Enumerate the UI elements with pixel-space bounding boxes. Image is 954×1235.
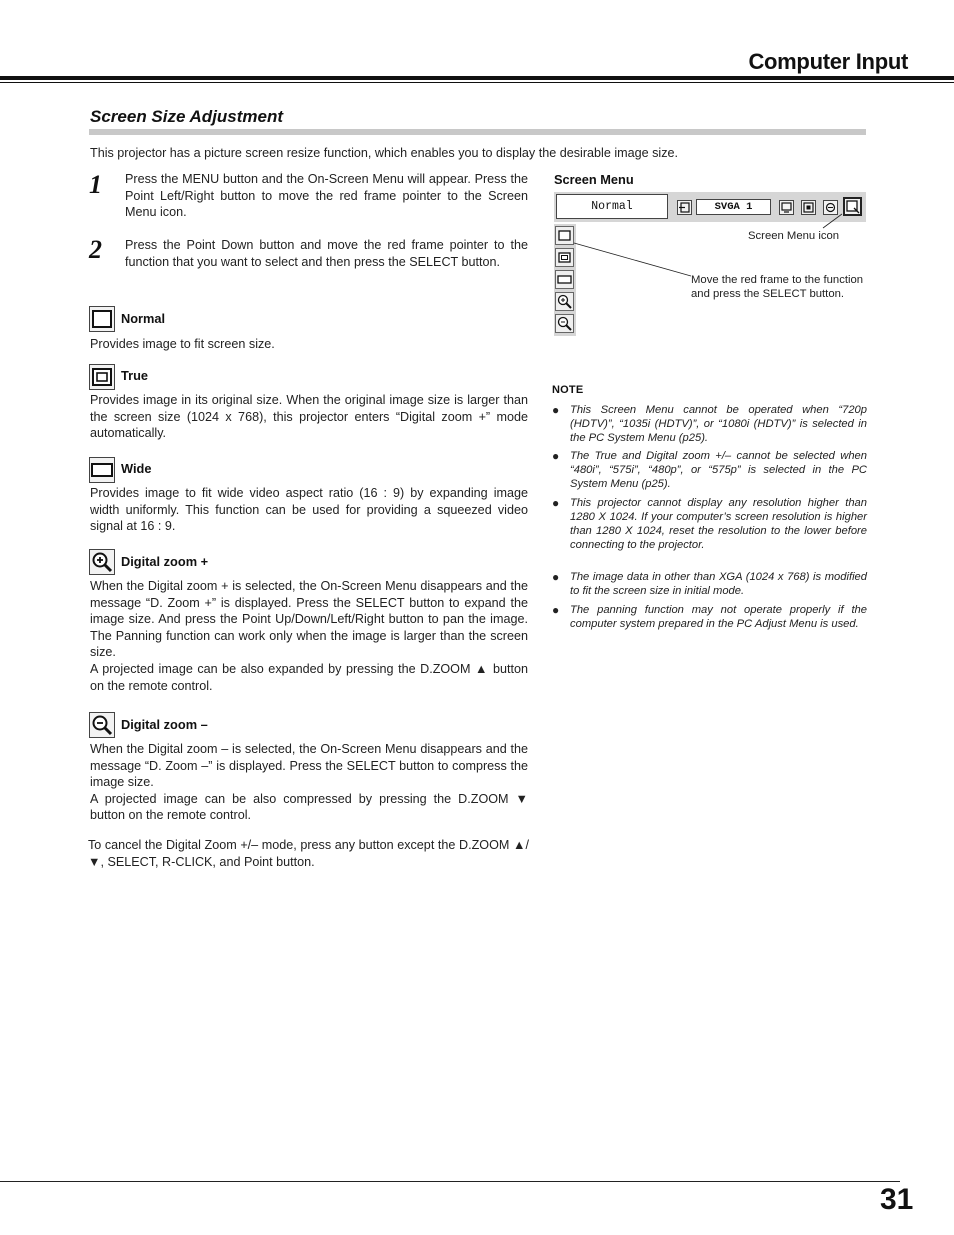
menu-zoom-out-icon: [555, 314, 574, 333]
note-text: The True and Digital zoom +/– cannot be selected when “480i”, “575i”, “480p”, or “575p” is selected in the PC System Menu (p25).: [570, 450, 867, 490]
section-bar: [89, 129, 866, 135]
wide-label: Wide: [121, 461, 152, 476]
normal-label: Normal: [121, 311, 166, 326]
menu-mode-box: Normal: [556, 194, 668, 219]
note-item: [552, 570, 867, 598]
screen-menu-title: Screen Menu: [554, 172, 634, 187]
normal-icon: [89, 306, 115, 332]
step-number-2: 2: [89, 235, 102, 264]
bullet-icon: ●: [552, 570, 560, 584]
note-text: This Screen Menu cannot be operated when “720p (HDTV)”, “1035i (HDTV)”, or “1080i (HDTV)” is selected in the PC System Menu (p25).: [570, 404, 867, 444]
zoom-out-label: Digital zoom –: [121, 717, 208, 732]
zoom-in-description-1: When the Digital zoom + is selected, the On-Screen Menu disappears and the message “D. Zoom +” is displayed. Press the SELECT button to expand the image size. And press the Point Up/Down/Left/Right button to pan the image. The Panning function can work only when the image is larger than the screen size.: [90, 579, 528, 660]
true-description: Provides image in its original size. When the original image size is larger than the screen size (1024 x 768), this projector enters “Digital zoom +” mode automatically.: [90, 393, 528, 441]
section-title: Screen Size Adjustment: [90, 107, 284, 126]
page-number: 31: [880, 1183, 914, 1216]
note-item: [552, 449, 867, 491]
zoom-in-icon: [89, 549, 115, 575]
wide-icon: [89, 457, 115, 483]
zoom-out-icon: [89, 712, 115, 738]
zoom-out-description-1: When the Digital zoom – is selected, the On-Screen Menu disappears and the message “D. Zoom –” is displayed. Press the SELECT button to compress the image size.: [90, 742, 528, 790]
note-text: The panning function may not operate properly if the computer system prepared in the PC Adjust Menu is used.: [570, 604, 867, 630]
header-title: Computer Input: [748, 49, 908, 74]
intro-text: This projector has a picture screen resize function, which enables you to display the desirable image size.: [90, 146, 679, 160]
note-item: [552, 496, 867, 552]
note-item: [552, 603, 867, 631]
step-text-2: Press the Point Down button and move the red frame pointer to the function that you want to select and then press the SELECT button.: [125, 238, 528, 269]
normal-description: Provides image to fit screen size.: [90, 337, 275, 351]
bullet-icon: ●: [552, 403, 560, 417]
true-label: True: [121, 368, 149, 383]
header-rule-thin: [0, 82, 954, 83]
zoom-in-description: [90, 578, 528, 694]
zoom-out-description: [90, 741, 528, 824]
bullet-icon: ●: [552, 603, 560, 617]
screen-menu-icon-label: Screen Menu icon: [748, 230, 840, 242]
cancel-text: To cancel the Digital Zoom +/– mode, press any button except the D.ZOOM ▲/▼, SELECT, R-CLICK, and Point button.: [88, 838, 529, 869]
true-icon: [89, 364, 115, 390]
wide-description: Provides image to fit wide video aspect ratio (16 : 9) by expanding image width uniformly. This function can be used for providing a squeezed video signal at 16 : 9.: [90, 486, 528, 534]
step-text-1: Press the MENU button and the On-Screen Menu will appear. Press the Point Left/Right button to move the red frame pointer to the Screen Menu icon.: [125, 172, 528, 220]
note-item: [552, 403, 867, 445]
footer-rule: [0, 1181, 900, 1182]
bullet-icon: ●: [552, 449, 560, 463]
bullet-icon: ●: [552, 496, 560, 510]
zoom-in-label: Digital zoom +: [121, 554, 209, 569]
header-rule: [0, 76, 954, 80]
menu-source-box: SVGA 1: [696, 199, 771, 215]
zoom-in-description-2: A projected image can be also expanded by pressing the D.ZOOM ▲ button on the remote control.: [90, 661, 528, 693]
note-title: NOTE: [552, 384, 584, 396]
step-number-1: 1: [89, 170, 102, 199]
note-text: This projector cannot display any resolution higher than 1280 X 1024. If your computer’s screen resolution is higher than 1280 X 1024, reset the resolution to the lower before connecting to the projector.: [570, 497, 867, 551]
menu-zoom-in-icon: [555, 292, 574, 311]
callout-text: Move the red frame to the function and press the SELECT button.: [691, 274, 864, 300]
zoom-out-description-2: A projected image can be also compressed by pressing the D.ZOOM ▼ button on the remote control.: [90, 791, 528, 823]
note-text: The image data in other than XGA (1024 x 768) is modified to fit the screen size in initial mode.: [570, 571, 867, 597]
